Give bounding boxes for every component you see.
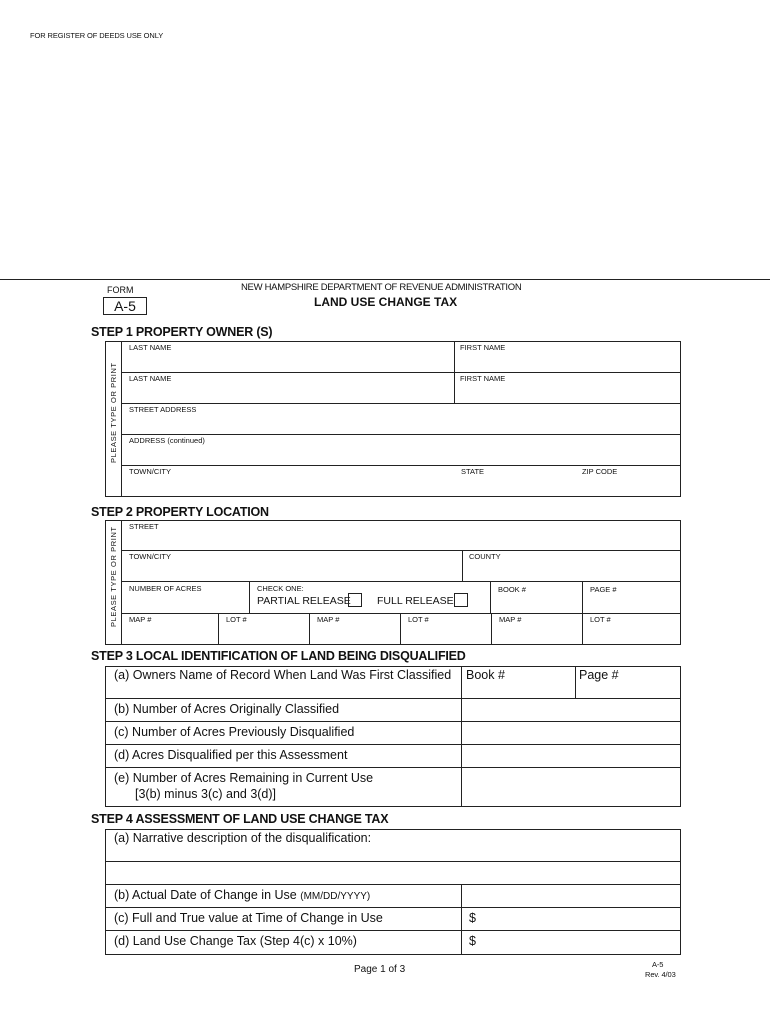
map3-label: MAP # (499, 615, 522, 624)
acres-input[interactable] (125, 595, 249, 613)
step4-row-divider (105, 884, 681, 885)
step3e-label: (e) Number of Acres Remaining in Current Use (114, 771, 374, 785)
owner1-last-name-label: LAST NAME (129, 343, 172, 352)
step2-col-divider (462, 550, 463, 581)
step4d-label: (d) Land Use Change Tax (Step 4(c) x 10%) (114, 934, 357, 948)
step4c-label: (c) Full and True value at Time of Change in Use (114, 911, 383, 925)
step1-title: STEP 1 PROPERTY OWNER (S) (91, 325, 273, 339)
full-release-label: FULL RELEASE (377, 595, 454, 607)
register-note: FOR REGISTER OF DEEDS USE ONLY (30, 31, 164, 40)
form-number-box (103, 297, 147, 315)
step3-page-label: Page # (579, 668, 619, 682)
zip-code-label: ZIP CODE (582, 467, 618, 476)
department-name: NEW HAMPSHIRE DEPARTMENT OF REVENUE ADMINISTRATION (241, 282, 522, 293)
step4-row-divider (105, 861, 681, 862)
lot2-input[interactable] (404, 626, 492, 644)
step3d-label: (d) Acres Disqualified per this Assessment (114, 748, 348, 762)
location-town-input[interactable] (125, 563, 462, 581)
lot1-input[interactable] (222, 626, 310, 644)
step3a-label: (a) Owners Name of Record When Land Was First Classified (114, 668, 452, 682)
step4-title: STEP 4 ASSESSMENT OF LAND USE CHANGE TAX (91, 812, 389, 826)
owner2-last-name-input[interactable] (125, 385, 454, 403)
acres-label: NUMBER OF ACRES (129, 584, 202, 593)
step4b-label (114, 888, 370, 902)
owner2-first-name-input[interactable] (458, 385, 682, 403)
county-label: COUNTY (469, 552, 501, 561)
step4-col-divider (461, 884, 462, 955)
step3c-label: (c) Number of Acres Previously Disqualified (114, 725, 355, 739)
step3e-input[interactable] (466, 778, 682, 798)
step3-book-input[interactable] (466, 683, 575, 699)
step2-row-divider (121, 613, 681, 614)
step3-row-divider (105, 744, 681, 745)
step4b-label-text: (b) Actual Date of Change in Use (114, 888, 297, 902)
book-number-input[interactable] (494, 596, 583, 613)
step2-row-divider (121, 581, 681, 582)
town-city-input[interactable] (125, 478, 454, 496)
step1-row-divider (121, 434, 681, 435)
footer-revision: Rev. 4/03 (645, 970, 676, 979)
book-number-label: BOOK # (498, 585, 526, 594)
step3-row-divider (105, 721, 681, 722)
location-street-input[interactable] (125, 532, 681, 550)
zip-code-input[interactable] (580, 478, 682, 496)
owner2-first-name-label: FIRST NAME (460, 374, 506, 383)
step2-col-divider (249, 581, 250, 613)
page-number-label: PAGE # (590, 585, 617, 594)
step3-col-divider (575, 666, 576, 698)
step3d-input[interactable] (466, 748, 682, 766)
step4b-date-format: (MM/DD/YYYY) (300, 891, 371, 902)
step3e-formula: [3(b) minus 3(c) and 3(d)] (135, 787, 277, 801)
street-address-input[interactable] (125, 416, 681, 434)
state-label: STATE (461, 467, 485, 476)
lot2-label: LOT # (408, 615, 429, 624)
step4d-dollar-sign: $ (469, 934, 476, 948)
page-number-input[interactable] (586, 596, 682, 613)
step3c-input[interactable] (466, 725, 682, 743)
step4a-label: (a) Narrative description of the disqualification: (114, 831, 372, 845)
town-city-label: TOWN/CITY (129, 467, 171, 476)
full-release-checkbox[interactable] (454, 593, 468, 607)
state-input[interactable] (458, 478, 577, 496)
step4-row-divider (105, 930, 681, 931)
owner1-first-name-label: FIRST NAME (460, 343, 506, 352)
step3b-label: (b) Number of Acres Originally Classified (114, 702, 340, 716)
map1-label: MAP # (129, 615, 152, 624)
step1-row-divider (121, 372, 681, 373)
form-label: FORM (107, 285, 134, 295)
lot3-input[interactable] (586, 626, 682, 644)
lot1-label: LOT # (226, 615, 247, 624)
register-divider (0, 279, 770, 280)
step3-book-label: Book # (466, 668, 505, 682)
location-street-label: STREET (129, 522, 159, 531)
owner1-last-name-input[interactable] (125, 354, 454, 372)
step2-title: STEP 2 PROPERTY LOCATION (91, 505, 269, 519)
step3-row-divider (105, 767, 681, 768)
step2-row-divider (121, 550, 681, 551)
step3-title: STEP 3 LOCAL IDENTIFICATION OF LAND BEING DISQUALIFIED (91, 649, 466, 663)
location-town-label: TOWN/CITY (129, 552, 171, 561)
page-indicator: Page 1 of 3 (354, 964, 406, 975)
partial-release-label: PARTIAL RELEASE (257, 595, 351, 607)
step2-side-divider (121, 520, 122, 645)
owner1-first-name-input[interactable] (458, 354, 682, 372)
step4c-dollar-sign: $ (469, 911, 476, 925)
step4b-date-input[interactable] (466, 888, 682, 906)
address-continued-input[interactable] (125, 447, 681, 465)
map3-input[interactable] (495, 626, 583, 644)
step4d-tax-input[interactable] (480, 934, 682, 952)
step1-side-divider (121, 341, 122, 497)
step3-page-input[interactable] (579, 683, 681, 699)
step2-col-divider (490, 581, 491, 613)
step1-col-divider (454, 341, 455, 403)
check-one-label: CHECK ONE: (257, 584, 304, 593)
county-input[interactable] (466, 563, 682, 581)
map2-input[interactable] (313, 626, 401, 644)
step3b-input[interactable] (466, 702, 682, 720)
street-address-label: STREET ADDRESS (129, 405, 197, 414)
map1-input[interactable] (125, 626, 219, 644)
lot3-label: LOT # (590, 615, 611, 624)
partial-release-checkbox[interactable] (348, 593, 362, 607)
owner2-last-name-label: LAST NAME (129, 374, 172, 383)
map2-label: MAP # (317, 615, 340, 624)
form-title: LAND USE CHANGE TAX (314, 295, 458, 309)
step2-side-label: PLEASE TYPE OR PRINT (109, 526, 118, 627)
step4a-narrative-input[interactable] (112, 846, 681, 861)
step4-row-divider (105, 907, 681, 908)
step1-side-label: PLEASE TYPE OR PRINT (109, 362, 118, 463)
step4a-narrative-input-2[interactable] (112, 864, 681, 884)
step1-row-divider (121, 465, 681, 466)
step1-row-divider (121, 403, 681, 404)
form-number: A-5 (114, 298, 136, 314)
step4c-value-input[interactable] (480, 911, 682, 929)
footer-form-number: A-5 (652, 960, 664, 969)
address-continued-label: ADDRESS (continued) (129, 436, 205, 445)
step3-col-divider (461, 666, 462, 807)
